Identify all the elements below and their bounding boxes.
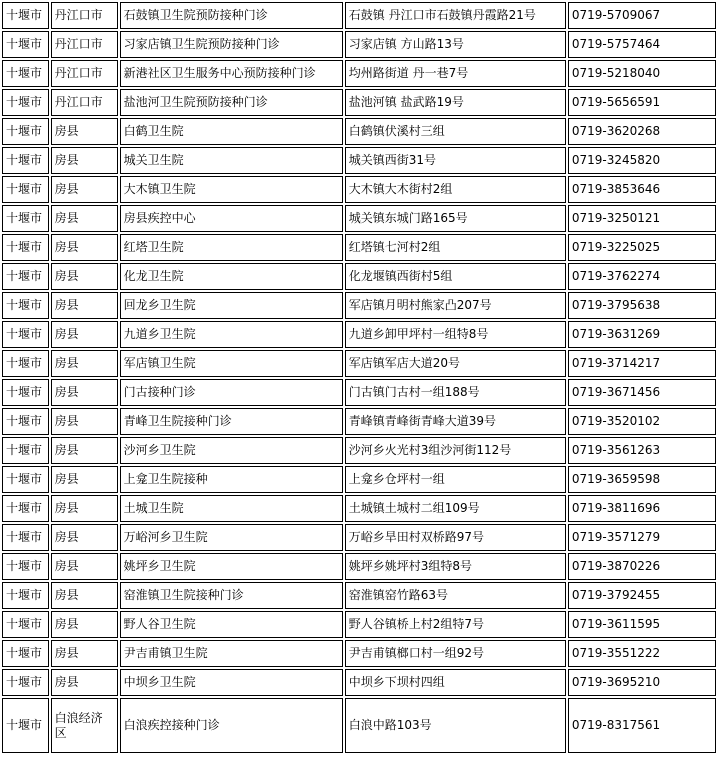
clinic-name-cell: 大木镇卫生院 <box>120 176 343 203</box>
city-cell: 十堰市 <box>2 437 49 464</box>
phone-cell: 0719-3659598 <box>568 466 716 493</box>
clinic-name-cell: 石鼓镇卫生院预防接种门诊 <box>120 2 343 29</box>
phone-cell: 0719-3870226 <box>568 553 716 580</box>
table-row <box>2 466 716 493</box>
city-cell: 十堰市 <box>2 553 49 580</box>
county-cell: 房县 <box>51 669 118 696</box>
table-row <box>2 89 716 116</box>
county-cell: 房县 <box>51 205 118 232</box>
phone-cell: 0719-3561263 <box>568 437 716 464</box>
city-cell: 十堰市 <box>2 321 49 348</box>
phone-cell: 0719-3853646 <box>568 176 716 203</box>
city-cell: 十堰市 <box>2 31 49 58</box>
table-row <box>2 60 716 87</box>
clinic-name-cell: 盐池河卫生院预防接种门诊 <box>120 89 343 116</box>
county-cell: 房县 <box>51 524 118 551</box>
address-cell: 门古镇门古村一组188号 <box>345 379 566 406</box>
address-cell: 军店镇月明村熊家凸207号 <box>345 292 566 319</box>
clinic-name-cell: 姚坪乡卫生院 <box>120 553 343 580</box>
phone-cell: 0719-3611595 <box>568 611 716 638</box>
address-cell: 城关镇东城门路165号 <box>345 205 566 232</box>
clinic-name-cell: 白浪疾控接种门诊 <box>120 698 343 753</box>
county-cell: 房县 <box>51 611 118 638</box>
table-row <box>2 31 716 58</box>
county-cell: 房县 <box>51 118 118 145</box>
county-cell: 丹江口市 <box>51 31 118 58</box>
clinic-name-cell: 九道乡卫生院 <box>120 321 343 348</box>
address-cell: 野人谷镇桥上村2组特7号 <box>345 611 566 638</box>
phone-cell: 0719-3714217 <box>568 350 716 377</box>
table-row <box>2 669 716 696</box>
clinic-name-cell: 门古接种门诊 <box>120 379 343 406</box>
address-cell: 沙河乡火光村3组沙河街112号 <box>345 437 566 464</box>
phone-cell: 0719-5709067 <box>568 2 716 29</box>
clinic-name-cell: 土城卫生院 <box>120 495 343 522</box>
table-row <box>2 582 716 609</box>
county-cell: 房县 <box>51 350 118 377</box>
table-row <box>2 640 716 667</box>
phone-cell: 0719-3762274 <box>568 263 716 290</box>
county-cell: 房县 <box>51 176 118 203</box>
table-row <box>2 292 716 319</box>
table-row <box>2 408 716 435</box>
county-cell: 房县 <box>51 466 118 493</box>
clinic-name-cell: 野人谷卫生院 <box>120 611 343 638</box>
phone-cell: 0719-3225025 <box>568 234 716 261</box>
city-cell: 十堰市 <box>2 263 49 290</box>
city-cell: 十堰市 <box>2 147 49 174</box>
phone-cell: 0719-3520102 <box>568 408 716 435</box>
address-cell: 城关镇西街31号 <box>345 147 566 174</box>
county-cell: 房县 <box>51 495 118 522</box>
city-cell: 十堰市 <box>2 669 49 696</box>
address-cell: 均州路街道 丹一巷7号 <box>345 60 566 87</box>
county-cell: 房县 <box>51 263 118 290</box>
clinic-name-cell: 回龙乡卫生院 <box>120 292 343 319</box>
county-cell: 丹江口市 <box>51 89 118 116</box>
county-cell: 房县 <box>51 640 118 667</box>
city-cell: 十堰市 <box>2 60 49 87</box>
county-cell: 房县 <box>51 292 118 319</box>
address-cell: 窑淮镇窑竹路63号 <box>345 582 566 609</box>
city-cell: 十堰市 <box>2 2 49 29</box>
address-cell: 石鼓镇 丹江口市石鼓镇丹霞路21号 <box>345 2 566 29</box>
address-cell: 尹吉甫镇榔口村一组92号 <box>345 640 566 667</box>
table-row <box>2 698 716 753</box>
phone-cell: 0719-3792455 <box>568 582 716 609</box>
phone-cell: 0719-3811696 <box>568 495 716 522</box>
clinic-name-cell: 窑淮镇卫生院接种门诊 <box>120 582 343 609</box>
table-row <box>2 118 716 145</box>
table-row <box>2 147 716 174</box>
address-cell: 红塔镇七河村2组 <box>345 234 566 261</box>
city-cell: 十堰市 <box>2 379 49 406</box>
table-row <box>2 2 716 29</box>
phone-cell: 0719-3571279 <box>568 524 716 551</box>
city-cell: 十堰市 <box>2 176 49 203</box>
table-row <box>2 205 716 232</box>
phone-cell: 0719-3631269 <box>568 321 716 348</box>
county-cell: 房县 <box>51 379 118 406</box>
county-cell: 白浪经济区 <box>51 698 118 753</box>
city-cell: 十堰市 <box>2 350 49 377</box>
city-cell: 十堰市 <box>2 466 49 493</box>
table-row <box>2 234 716 261</box>
clinic-name-cell: 沙河乡卫生院 <box>120 437 343 464</box>
table-row <box>2 321 716 348</box>
city-cell: 十堰市 <box>2 292 49 319</box>
clinic-name-cell: 习家店镇卫生院预防接种门诊 <box>120 31 343 58</box>
county-cell: 房县 <box>51 234 118 261</box>
table-row <box>2 553 716 580</box>
clinic-name-cell: 房县疾控中心 <box>120 205 343 232</box>
county-cell: 丹江口市 <box>51 60 118 87</box>
address-cell: 白浪中路103号 <box>345 698 566 753</box>
address-cell: 军店镇军店大道20号 <box>345 350 566 377</box>
phone-cell: 0719-3551222 <box>568 640 716 667</box>
table-row <box>2 524 716 551</box>
address-cell: 上龛乡仓坪村一组 <box>345 466 566 493</box>
phone-cell: 0719-3671456 <box>568 379 716 406</box>
phone-cell: 0719-8317561 <box>568 698 716 753</box>
address-cell: 化龙堰镇西街村5组 <box>345 263 566 290</box>
county-cell: 房县 <box>51 408 118 435</box>
phone-cell: 0719-3695210 <box>568 669 716 696</box>
address-cell: 白鹤镇伏溪村三组 <box>345 118 566 145</box>
clinic-name-cell: 红塔卫生院 <box>120 234 343 261</box>
clinic-name-cell: 上龛卫生院接种 <box>120 466 343 493</box>
city-cell: 十堰市 <box>2 640 49 667</box>
address-cell: 大木镇大木街村2组 <box>345 176 566 203</box>
county-cell: 房县 <box>51 582 118 609</box>
phone-cell: 0719-5757464 <box>568 31 716 58</box>
clinic-name-cell: 军店镇卫生院 <box>120 350 343 377</box>
phone-cell: 0719-5656591 <box>568 89 716 116</box>
address-cell: 青峰镇青峰街青峰大道39号 <box>345 408 566 435</box>
table-row <box>2 263 716 290</box>
address-cell: 习家店镇 方山路13号 <box>345 31 566 58</box>
city-cell: 十堰市 <box>2 205 49 232</box>
county-cell: 房县 <box>51 321 118 348</box>
city-cell: 十堰市 <box>2 582 49 609</box>
address-cell: 土城镇土城村二组109号 <box>345 495 566 522</box>
address-cell: 中坝乡下坝村四组 <box>345 669 566 696</box>
clinic-name-cell: 化龙卫生院 <box>120 263 343 290</box>
phone-cell: 0719-3620268 <box>568 118 716 145</box>
phone-cell: 0719-3250121 <box>568 205 716 232</box>
county-cell: 房县 <box>51 437 118 464</box>
clinic-name-cell: 青峰卫生院接种门诊 <box>120 408 343 435</box>
clinic-name-cell: 白鹤卫生院 <box>120 118 343 145</box>
county-cell: 房县 <box>51 553 118 580</box>
city-cell: 十堰市 <box>2 89 49 116</box>
clinic-name-cell: 尹吉甫镇卫生院 <box>120 640 343 667</box>
city-cell: 十堰市 <box>2 698 49 753</box>
phone-cell: 0719-3245820 <box>568 147 716 174</box>
table-row <box>2 350 716 377</box>
city-cell: 十堰市 <box>2 611 49 638</box>
city-cell: 十堰市 <box>2 118 49 145</box>
county-cell: 丹江口市 <box>51 2 118 29</box>
city-cell: 十堰市 <box>2 408 49 435</box>
table-row <box>2 611 716 638</box>
table-row <box>2 495 716 522</box>
table-body <box>2 2 716 753</box>
clinic-name-cell: 城关卫生院 <box>120 147 343 174</box>
phone-cell: 0719-5218040 <box>568 60 716 87</box>
address-cell: 姚坪乡姚坪村3组特8号 <box>345 553 566 580</box>
city-cell: 十堰市 <box>2 495 49 522</box>
clinic-name-cell: 万峪河乡卫生院 <box>120 524 343 551</box>
address-cell: 九道乡卸甲坪村一组特8号 <box>345 321 566 348</box>
county-cell: 房县 <box>51 147 118 174</box>
table-row <box>2 176 716 203</box>
table-row <box>2 437 716 464</box>
address-cell: 万峪乡旱田村双桥路97号 <box>345 524 566 551</box>
city-cell: 十堰市 <box>2 524 49 551</box>
clinic-name-cell: 新港社区卫生服务中心预防接种门诊 <box>120 60 343 87</box>
table-row <box>2 379 716 406</box>
phone-cell: 0719-3795638 <box>568 292 716 319</box>
clinic-name-cell: 中坝乡卫生院 <box>120 669 343 696</box>
address-cell: 盐池河镇 盐武路19号 <box>345 89 566 116</box>
city-cell: 十堰市 <box>2 234 49 261</box>
